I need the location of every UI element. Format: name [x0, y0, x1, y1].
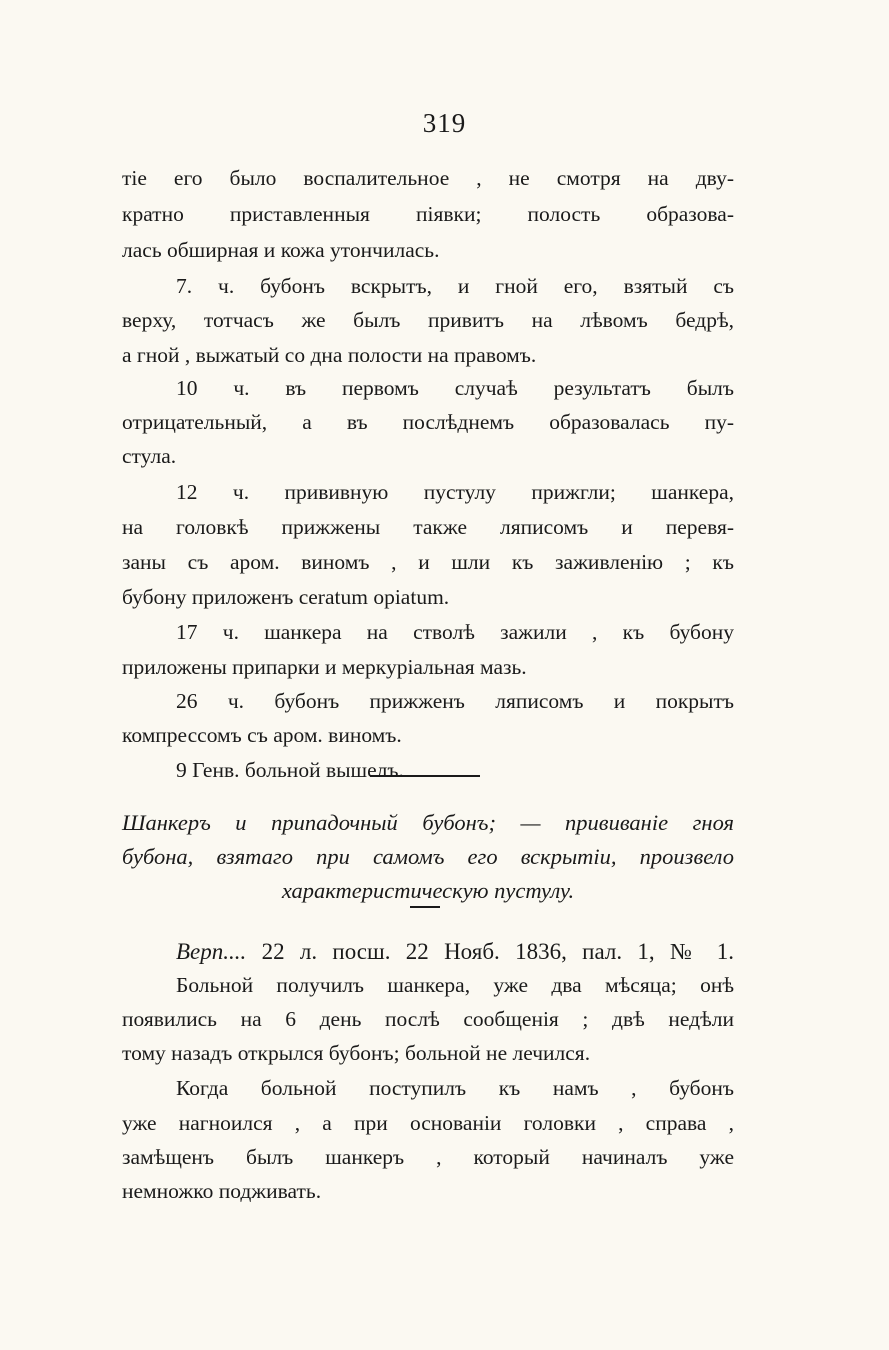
- section-divider: [370, 775, 480, 777]
- text-line: уже нагноился , а при основаніи головки , справа ,: [122, 1111, 734, 1135]
- text-line: немножко подживать.: [122, 1179, 322, 1203]
- text-line: отрицательный, а въ послѣднемъ образовалась пу-: [122, 410, 734, 434]
- text-line: Больной получилъ шанкера, уже два мѣсяца; онѣ: [176, 973, 734, 997]
- text-line: лась обширная и кожа утончилась.: [122, 238, 440, 262]
- text-line: кратно приставленныя піявки; полость образова-: [122, 202, 734, 226]
- text-line: тіе его было воспалительное , не смотря на дву-: [122, 166, 734, 190]
- section-title-line: Шанкеръ и припадочный бубонъ; — прививаніе гноя: [122, 810, 734, 835]
- text-line: бубону приложенъ ceratum opiatum.: [122, 585, 450, 609]
- text-line: 9 Генв. больной вышелъ.: [176, 758, 404, 782]
- text-line: замѣщенъ былъ шанкеръ , который начиналъ уже: [122, 1145, 734, 1169]
- text-line: 17 ч. шанкера на стволѣ зажили , къ бубону: [176, 620, 734, 644]
- section-title-line: бубона, взятаго при самомъ его вскрытіи, произвело: [122, 844, 734, 869]
- text-line: появились на 6 день послѣ сообщенія ; двѣ недѣли: [122, 1007, 734, 1031]
- title-divider: [410, 906, 440, 908]
- text-line: приложены припарки и меркуріальная мазь.: [122, 655, 527, 679]
- text-line: а гной , выжатый со дна полости на правомъ.: [122, 343, 537, 367]
- patient-name: Верп....: [176, 939, 247, 964]
- text-line: Когда больной поступилъ къ намъ , бубонъ: [176, 1076, 734, 1100]
- text-line: верху, тотчасъ же былъ привитъ на лѣвомъ бедрѣ,: [122, 308, 734, 332]
- page-number: 319: [422, 108, 467, 138]
- text-line: компрессомъ съ аром. виномъ.: [122, 723, 402, 747]
- case-details: 22 л. посш. 22 Нояб. 1836, пал. 1, № 1.: [261, 939, 735, 964]
- text-line: 12 ч. прививную пустулу прижгли; шанкера,: [176, 480, 734, 504]
- text-line: стула.: [122, 444, 177, 468]
- text-line: тому назадъ открылся бубонъ; больной не лечился.: [122, 1041, 591, 1065]
- text-line: заны съ аром. виномъ , и шли къ заживленію ; къ: [122, 550, 734, 574]
- text-line: на головкѣ прижжены также ляписомъ и перевя-: [122, 515, 734, 539]
- section-title-line: характеристическую пустулу.: [281, 878, 575, 903]
- case-header: [176, 937, 734, 967]
- text-line: 26 ч. бубонъ прижженъ ляписомъ и покрытъ: [176, 689, 734, 713]
- text-line: 10 ч. въ первомъ случаѣ результатъ былъ: [176, 376, 734, 400]
- text-line: 7. ч. бубонъ вскрытъ, и гной его, взятый съ: [176, 274, 734, 298]
